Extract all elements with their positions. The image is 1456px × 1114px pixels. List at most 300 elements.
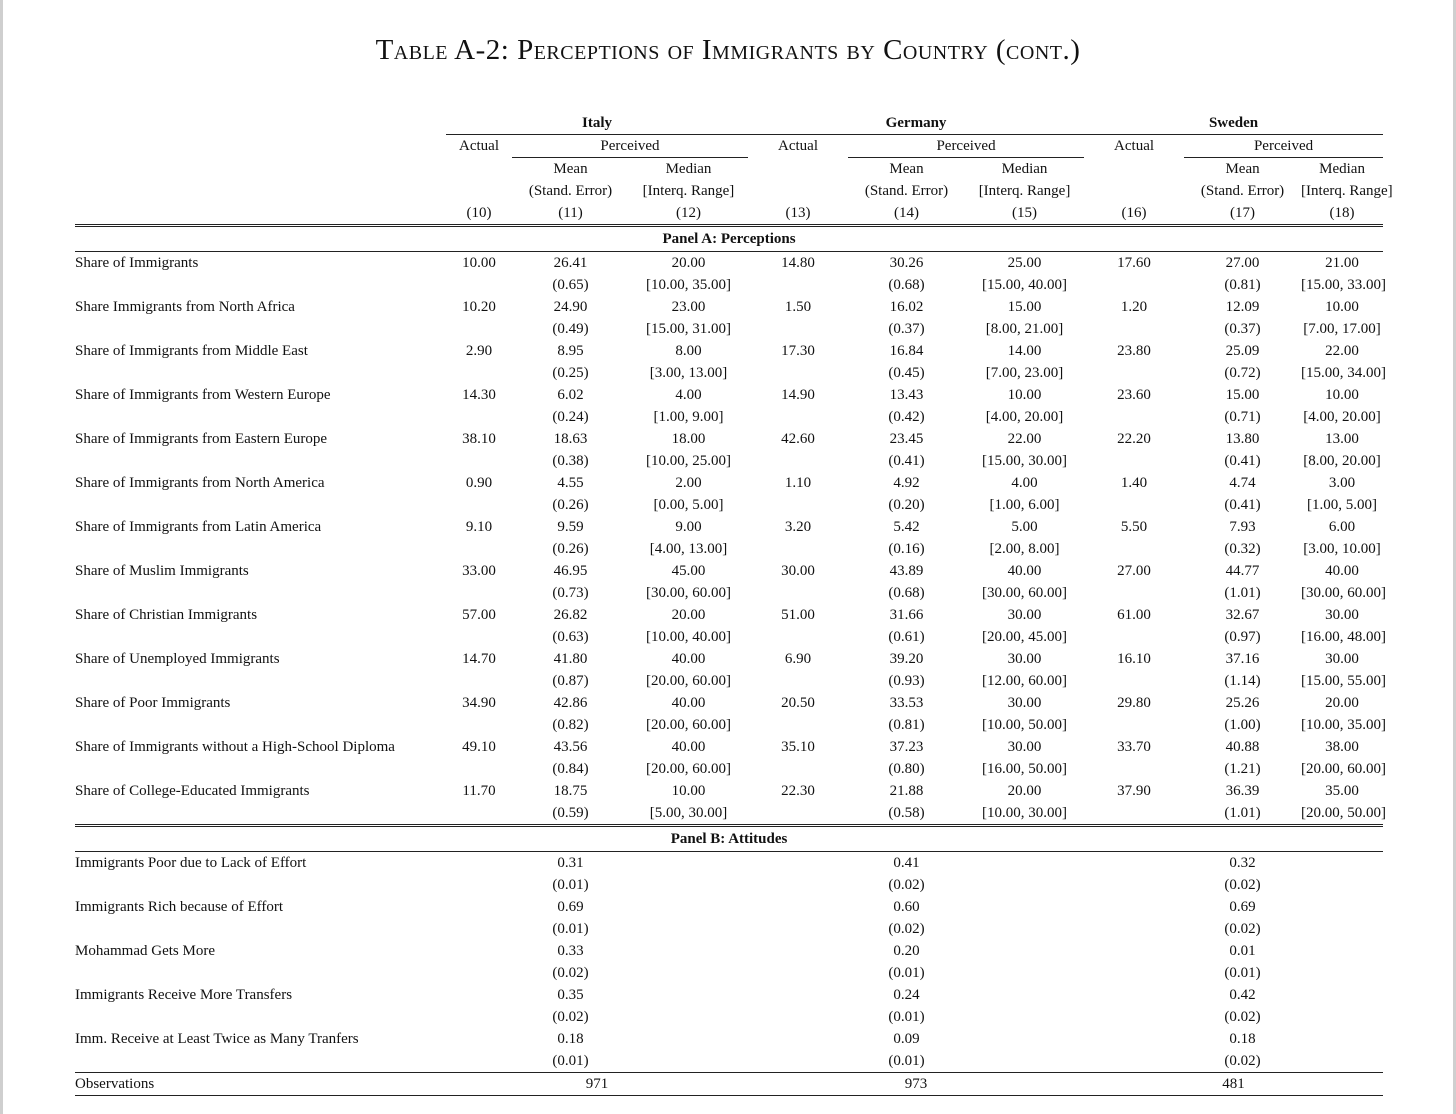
table-subrow [75, 538, 1383, 560]
error-cell [1084, 802, 1184, 826]
empty-cell [1301, 1050, 1383, 1073]
table-row [75, 340, 1383, 362]
row-label: Share of Immigrants from Middle East [75, 343, 308, 359]
error-cell [446, 362, 512, 384]
value-cell: 29.80 [1117, 695, 1151, 711]
value-cell: 25.00 [1007, 255, 1042, 271]
error-cell [748, 450, 848, 472]
value-cell: 4.74 [1229, 475, 1256, 491]
header-colnum-row [75, 202, 1383, 226]
empty-cell [629, 940, 748, 962]
observations-row [75, 1073, 1383, 1096]
error-cell: (0.45) [888, 365, 925, 381]
empty-cell [748, 984, 848, 1006]
header-se-iqr-row [75, 180, 1383, 202]
table-subrow [75, 1050, 1383, 1073]
value-cell: 37.90 [1117, 783, 1151, 799]
error-cell [446, 758, 512, 780]
value-cell: 5.00 [1011, 519, 1038, 535]
error-cell: [30.00, 60.00] [982, 585, 1068, 601]
median-header: Median [1319, 161, 1365, 177]
row-label: Share Immigrants from North Africa [75, 299, 295, 315]
error-cell [748, 406, 848, 428]
value-cell: 30.00 [1325, 651, 1359, 667]
error-cell: (0.58) [848, 802, 965, 826]
row-label-empty [75, 1050, 446, 1073]
error-cell: [15.00, 55.00] [1301, 673, 1387, 689]
observations-label: Observations [75, 1073, 446, 1096]
error-cell: (0.65) [552, 277, 589, 293]
empty-cell [965, 962, 1084, 984]
observations-value: 973 [748, 1073, 1084, 1096]
empty-cell [748, 852, 848, 875]
error-cell: [20.00, 60.00] [646, 761, 731, 777]
empty-cell [1084, 962, 1184, 984]
country-header-sweden: Sweden [1084, 112, 1383, 135]
error-cell: (0.61) [888, 629, 925, 645]
empty-cell [965, 940, 1084, 962]
empty-cell [1084, 896, 1184, 918]
value-cell: 0.32 [1229, 855, 1256, 871]
row-label-empty [75, 918, 446, 940]
error-cell: [20.00, 60.00] [1301, 761, 1387, 777]
error-cell: [4.00, 20.00] [1303, 409, 1381, 425]
error-cell: (0.01) [888, 1009, 925, 1025]
value-cell: 20.00 [1325, 695, 1359, 711]
error-cell: (0.41) [888, 453, 925, 469]
empty-cell [446, 896, 512, 918]
value-cell: 40.00 [671, 695, 706, 711]
value-cell: 15.00 [1007, 299, 1042, 315]
value-cell: 36.39 [1225, 783, 1260, 799]
value-cell: 3.20 [784, 519, 812, 535]
table-row [75, 472, 1383, 494]
value-cell: 2.00 [675, 475, 702, 491]
error-cell [446, 538, 512, 560]
value-cell: 25.09 [1225, 343, 1260, 359]
error-cell: (0.63) [552, 629, 589, 645]
empty-cell [1084, 984, 1184, 1006]
row-label: Immigrants Receive More Transfers [75, 987, 293, 1003]
value-cell: 0.33 [557, 943, 584, 959]
error-cell [446, 406, 512, 428]
value-cell: 25.26 [1225, 695, 1260, 711]
panel-b-title-row [75, 826, 1383, 852]
table-subrow [75, 406, 1383, 428]
value-cell: 0.24 [893, 987, 920, 1003]
table-subrow [75, 962, 1383, 984]
error-cell: (0.01) [552, 921, 589, 937]
error-cell [446, 714, 512, 736]
table-row [75, 780, 1383, 802]
empty-cell [748, 874, 848, 896]
empty-cell [748, 918, 848, 940]
column-number: (14) [848, 202, 965, 226]
median-header: Median [1001, 161, 1048, 177]
row-label-empty [75, 538, 446, 560]
value-cell: 0.35 [557, 987, 584, 1003]
error-cell: [0.00, 5.00] [653, 497, 724, 513]
value-cell: 8.95 [557, 343, 584, 359]
value-cell: 23.45 [889, 431, 924, 447]
row-label: Share of Immigrants from North America [75, 475, 325, 491]
error-cell: [16.00, 48.00] [1301, 629, 1387, 645]
value-cell: 0.60 [893, 899, 920, 915]
header-empty [748, 180, 848, 202]
error-cell: (0.41) [1224, 453, 1261, 469]
error-cell: (0.73) [552, 585, 589, 601]
perceived-header: Perceived [1184, 135, 1383, 158]
empty-cell [965, 852, 1084, 875]
value-cell: 0.69 [1229, 899, 1256, 915]
error-cell: (0.01) [552, 877, 589, 893]
value-cell: 30.26 [889, 255, 924, 271]
error-cell: (0.01) [552, 1053, 589, 1069]
empty-cell [446, 852, 512, 875]
header-country-row [75, 112, 1383, 135]
value-cell: 4.00 [675, 387, 702, 403]
value-cell: 0.31 [557, 855, 584, 871]
error-cell: (0.02) [552, 965, 589, 981]
value-cell: 4.92 [893, 475, 920, 491]
value-cell: 0.09 [893, 1031, 920, 1047]
value-cell: 20.00 [671, 607, 706, 623]
actual-header: Actual [1114, 138, 1155, 155]
table-row [75, 736, 1383, 758]
error-cell: [1.00, 9.00] [653, 409, 724, 425]
empty-cell [629, 874, 748, 896]
error-cell [1084, 714, 1184, 736]
value-cell: 20.00 [671, 255, 706, 271]
value-cell: 30.00 [1007, 607, 1042, 623]
value-cell: 5.42 [893, 519, 920, 535]
value-cell: 23.60 [1117, 387, 1151, 403]
value-cell: 31.66 [889, 607, 924, 623]
empty-cell [748, 1050, 848, 1073]
table-subrow [75, 802, 1383, 826]
error-cell: (0.42) [888, 409, 925, 425]
perceived-header: Perceived [512, 135, 748, 158]
error-cell: [20.00, 50.00] [1301, 802, 1383, 826]
empty-cell [1084, 874, 1184, 896]
header-spacer [75, 158, 446, 181]
error-cell [446, 274, 512, 296]
value-cell: 35.10 [781, 739, 815, 755]
value-cell: 16.10 [1117, 651, 1151, 667]
value-cell: 26.82 [553, 607, 588, 623]
value-cell: 30.00 [1325, 607, 1359, 623]
error-cell: (0.84) [552, 761, 589, 777]
error-cell [446, 582, 512, 604]
value-cell: 23.80 [1117, 343, 1151, 359]
value-cell: 9.59 [557, 519, 584, 535]
error-cell: (0.72) [1224, 365, 1261, 381]
column-number: (10) [446, 202, 512, 226]
row-label: Share of College-Educated Immigrants [75, 783, 310, 799]
empty-cell [1084, 1050, 1184, 1073]
error-cell: [15.00, 34.00] [1301, 365, 1387, 381]
error-cell: [1.00, 5.00] [1307, 497, 1378, 513]
empty-cell [748, 962, 848, 984]
error-cell: (0.20) [888, 497, 925, 513]
row-label-empty [75, 670, 446, 692]
value-cell: 27.00 [1117, 563, 1151, 579]
row-label: Share of Immigrants from Western Europe [75, 387, 331, 403]
empty-cell [629, 962, 748, 984]
column-number: (12) [629, 202, 748, 226]
header-empty [446, 158, 512, 181]
row-label-empty [75, 962, 446, 984]
error-cell: (0.93) [888, 673, 925, 689]
table-row [75, 1028, 1383, 1050]
value-cell: 1.40 [1120, 475, 1148, 491]
value-cell: 22.30 [781, 783, 815, 799]
table-subrow [75, 918, 1383, 940]
table-subrow [75, 450, 1383, 472]
country-header-germany: Germany [748, 112, 1084, 135]
table-row [75, 940, 1383, 962]
value-cell: 1.50 [784, 299, 812, 315]
error-cell: [12.00, 60.00] [982, 673, 1068, 689]
empty-cell [446, 962, 512, 984]
value-cell: 1.10 [784, 475, 812, 491]
value-cell: 20.00 [1007, 783, 1042, 799]
empty-cell [629, 1006, 748, 1028]
header-mean-median-row [75, 158, 1383, 181]
error-cell: (0.01) [888, 1053, 925, 1069]
empty-cell [1301, 918, 1383, 940]
row-label: Share of Poor Immigrants [75, 695, 231, 711]
value-cell: 22.00 [1007, 431, 1042, 447]
value-cell: 30.00 [1007, 695, 1042, 711]
header-empty [1084, 180, 1184, 202]
value-cell: 10.00 [1325, 387, 1359, 403]
row-label: Immigrants Poor due to Lack of Effort [75, 855, 307, 871]
value-cell: 4.55 [557, 475, 584, 491]
row-label-empty [75, 758, 446, 780]
value-cell: 17.30 [781, 343, 815, 359]
error-cell [1084, 274, 1184, 296]
mean-header: Mean [889, 161, 924, 177]
value-cell: 0.20 [893, 943, 920, 959]
value-cell: 37.23 [889, 739, 924, 755]
error-cell: (0.02) [1224, 921, 1261, 937]
column-number: (15) [965, 202, 1084, 226]
value-cell: 10.00 [671, 783, 706, 799]
row-label: Share of Muslim Immigrants [75, 563, 249, 579]
table-subrow [75, 318, 1383, 340]
error-cell: (0.97) [1224, 629, 1261, 645]
mean-header: Mean [1225, 161, 1260, 177]
error-cell: (0.02) [888, 877, 925, 893]
error-cell [1084, 406, 1184, 428]
error-cell: [4.00, 13.00] [649, 541, 728, 557]
value-cell: 32.67 [1225, 607, 1260, 623]
value-cell: 10.20 [462, 299, 496, 315]
header-empty [1084, 158, 1184, 181]
value-cell: 9.10 [465, 519, 493, 535]
error-cell: (1.14) [1224, 673, 1261, 689]
error-cell [748, 494, 848, 516]
table-row [75, 852, 1383, 875]
error-cell: [10.00, 25.00] [646, 453, 731, 469]
table-subrow [75, 582, 1383, 604]
empty-cell [748, 1006, 848, 1028]
value-cell: 14.00 [1007, 343, 1042, 359]
value-cell: 61.00 [1117, 607, 1151, 623]
error-cell: (0.49) [552, 321, 589, 337]
error-cell [446, 318, 512, 340]
value-cell: 40.00 [671, 651, 706, 667]
se-header: (Stand. Error) [864, 183, 949, 199]
row-label: Mohammad Gets More [75, 943, 215, 959]
empty-cell [446, 1028, 512, 1050]
error-cell: (0.68) [888, 585, 925, 601]
value-cell: 37.16 [1225, 651, 1260, 667]
value-cell: 13.43 [889, 387, 924, 403]
table-row [75, 252, 1383, 275]
empty-cell [1301, 1006, 1383, 1028]
error-cell: (0.26) [552, 497, 589, 513]
empty-cell [965, 896, 1084, 918]
value-cell: 38.10 [462, 431, 496, 447]
page-edge-left [0, 0, 3, 1114]
error-cell: (0.02) [1224, 877, 1261, 893]
error-cell: (0.02) [552, 1009, 589, 1025]
error-cell: [16.00, 50.00] [982, 761, 1068, 777]
value-cell: 38.00 [1325, 739, 1359, 755]
value-cell: 40.00 [1325, 563, 1359, 579]
value-cell: 10.00 [462, 255, 496, 271]
error-cell: [1.00, 6.00] [989, 497, 1060, 513]
value-cell: 40.00 [671, 739, 706, 755]
iqr-header: [Interq. Range] [642, 183, 735, 199]
error-cell [1084, 362, 1184, 384]
error-cell [748, 318, 848, 340]
error-cell [748, 362, 848, 384]
row-label: Immigrants Rich because of Effort [75, 899, 283, 915]
value-cell: 43.56 [553, 739, 588, 755]
panel-a-title-row [75, 226, 1383, 252]
error-cell: (0.26) [552, 541, 589, 557]
value-cell: 14.30 [462, 387, 496, 403]
table-subrow [75, 494, 1383, 516]
empty-cell [1084, 852, 1184, 875]
se-header: (Stand. Error) [528, 183, 613, 199]
value-cell: 35.00 [1325, 783, 1359, 799]
column-number: (17) [1184, 202, 1301, 226]
error-cell [446, 626, 512, 648]
error-cell: (1.21) [1224, 761, 1261, 777]
value-cell: 21.88 [889, 783, 924, 799]
table-row [75, 516, 1383, 538]
error-cell: (0.81) [888, 717, 925, 733]
value-cell: 7.93 [1229, 519, 1256, 535]
header-spacer [75, 180, 446, 202]
value-cell: 26.41 [553, 255, 588, 271]
actual-header: Actual [459, 138, 499, 155]
value-cell: 1.20 [1120, 299, 1148, 315]
empty-cell [446, 918, 512, 940]
row-label: Share of Immigrants without a High-School Diploma [75, 739, 395, 755]
value-cell: 39.20 [889, 651, 924, 667]
table-row [75, 604, 1383, 626]
empty-cell [1301, 852, 1383, 875]
table-title: Table A-2: Perceptions of Immigrants by Country (cont.) [375, 34, 1081, 66]
error-cell: (0.68) [888, 277, 925, 293]
error-cell: [30.00, 60.00] [1301, 585, 1387, 601]
value-cell: 41.80 [553, 651, 588, 667]
row-label-empty [75, 406, 446, 428]
error-cell: (0.37) [888, 321, 925, 337]
value-cell: 0.18 [557, 1031, 584, 1047]
empty-cell [1301, 940, 1383, 962]
header-empty [446, 180, 512, 202]
empty-cell [748, 940, 848, 962]
value-cell: 6.90 [784, 651, 812, 667]
value-cell: 0.90 [465, 475, 493, 491]
value-cell: 18.63 [553, 431, 588, 447]
value-cell: 3.00 [1328, 475, 1356, 491]
value-cell: 22.20 [1117, 431, 1151, 447]
value-cell: 20.50 [781, 695, 815, 711]
empty-cell [1301, 874, 1383, 896]
error-cell [748, 758, 848, 780]
row-label-empty [75, 1006, 446, 1028]
empty-cell [629, 896, 748, 918]
value-cell: 40.00 [1007, 563, 1042, 579]
se-header: (Stand. Error) [1200, 183, 1285, 199]
value-cell: 9.00 [675, 519, 702, 535]
value-cell: 11.70 [462, 783, 496, 799]
error-cell: (0.41) [1224, 497, 1261, 513]
value-cell: 42.60 [781, 431, 815, 447]
row-label-empty [75, 450, 446, 472]
error-cell: (1.00) [1224, 717, 1261, 733]
row-label-empty [75, 802, 446, 826]
empty-cell [446, 940, 512, 962]
empty-cell [965, 918, 1084, 940]
value-cell: 49.10 [462, 739, 496, 755]
error-cell: (0.87) [552, 673, 589, 689]
value-cell: 46.95 [553, 563, 588, 579]
error-cell: [10.00, 50.00] [982, 717, 1068, 733]
error-cell: (0.71) [1224, 409, 1261, 425]
value-cell: 57.00 [462, 607, 496, 623]
panel-b-title: Panel B: Attitudes [75, 826, 1383, 852]
error-cell: [20.00, 60.00] [646, 717, 731, 733]
empty-cell [629, 1028, 748, 1050]
error-cell: [3.00, 13.00] [649, 365, 728, 381]
table-subrow [75, 874, 1383, 896]
error-cell: [20.00, 60.00] [646, 673, 731, 689]
row-label-empty [75, 626, 446, 648]
error-cell: [4.00, 20.00] [985, 409, 1064, 425]
empty-cell [1084, 918, 1184, 940]
error-cell: (0.16) [888, 541, 925, 557]
value-cell: 15.00 [1225, 387, 1260, 403]
empty-cell [965, 1028, 1084, 1050]
value-cell: 33.00 [462, 563, 496, 579]
error-cell: [30.00, 60.00] [646, 585, 731, 601]
error-cell [748, 802, 848, 826]
value-cell: 8.00 [675, 343, 702, 359]
row-label-empty [75, 318, 446, 340]
value-cell: 34.90 [462, 695, 496, 711]
value-cell: 14.90 [781, 387, 815, 403]
empty-cell [629, 1050, 748, 1073]
error-cell: (0.02) [1224, 1053, 1261, 1069]
